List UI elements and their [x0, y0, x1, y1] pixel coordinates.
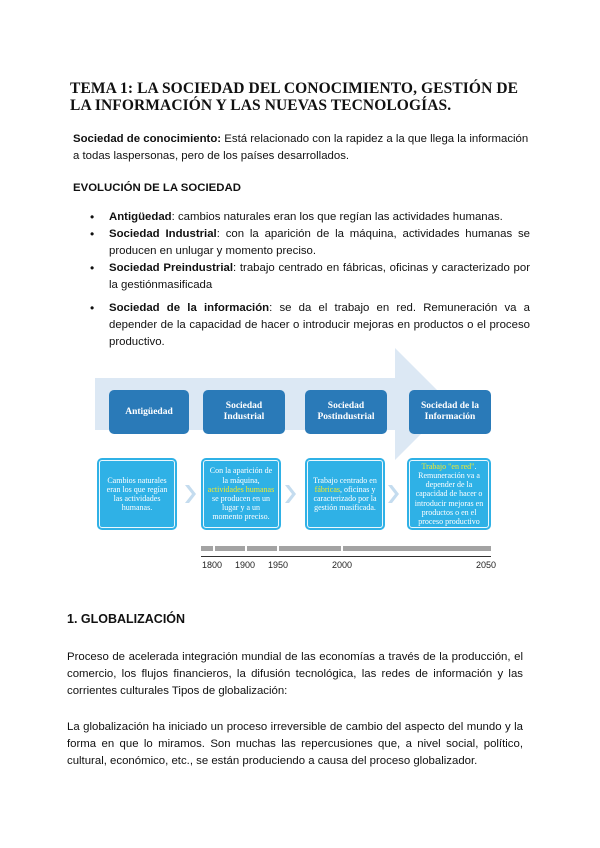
- bullet-text: : cambios naturales eran los que regían las actividades humanas.: [171, 211, 503, 223]
- timeline-segment: [279, 546, 341, 551]
- chevron-icon: [185, 485, 196, 503]
- timeline-axis: [201, 556, 491, 557]
- evolution-heading: EVOLUCIÓN DE LA SOCIEDAD: [73, 182, 241, 194]
- timeline-segment: [343, 546, 491, 551]
- stage-card-postindustrial: [305, 458, 385, 530]
- timeline-segment: [215, 546, 245, 551]
- chevron-icon: [388, 485, 399, 503]
- chevron-icon: [285, 485, 296, 503]
- bullet-term: Sociedad de la información: [109, 302, 270, 314]
- stage-header-antiguedad: Antigüedad: [109, 390, 189, 434]
- card-text: Trabajo centrado en fábricas, oficinas y caracterizado por la gestión masificada.: [313, 475, 377, 513]
- title-line-2: LA INFORMACIÓN Y LAS NUEVAS TECNOLOGÍAS.: [70, 97, 452, 114]
- timeline-label: 2000: [332, 560, 353, 570]
- bullet-term: Sociedad Industrial: [109, 228, 217, 240]
- card-text: Cambios naturales eran los que regían las actividades humanas.: [106, 475, 168, 513]
- timeline-segment: [201, 546, 213, 551]
- timeline-label: 2050: [476, 560, 497, 570]
- list-item: [90, 209, 530, 226]
- list-item: [90, 226, 530, 260]
- card-text: Con la aparición de la máquina, actividades humanas se producen en un lugar y a un momento preciso.: [207, 466, 275, 522]
- bullet-icon: •: [90, 301, 95, 315]
- section-heading-globalizacion: 1. GLOBALIZACIÓN: [67, 612, 186, 626]
- stage-header-postindustrial: Sociedad Postindustrial: [305, 390, 387, 434]
- timeline-label: 1800: [202, 560, 223, 570]
- document-title: [70, 80, 518, 114]
- bullet-icon: •: [90, 210, 95, 224]
- definition-term: Sociedad de conocimiento:: [73, 133, 222, 145]
- society-evolution-diagram: [95, 348, 505, 578]
- bullet-term: Sociedad Preindustrial: [109, 262, 233, 274]
- bullet-icon: •: [90, 261, 95, 275]
- globalizacion-paragraph-1: Proceso de acelerada integración mundial de las economías a través de la producción, el comercio, los flujos financieros, la difusión tecnológica, las redes de información y las corrientes culturales Tipos de globalización:: [67, 651, 523, 697]
- bullet-term: Antigüedad: [109, 211, 172, 223]
- list-item: [90, 300, 530, 351]
- definition-text: Está relacionado con la rapidez a la que llega la información a todas laspersonas, pero de los países desarrollados.: [73, 133, 529, 162]
- title-line-1: TEMA 1: LA SOCIEDAD DEL CONOCIMIENTO, GESTIÓN DE: [70, 80, 519, 97]
- stage-header-informacion: Sociedad de la Información: [409, 390, 491, 434]
- bullet-text: : trabajo centrado en fábricas, oficinas y caracterizado por la gestiónmasificada: [109, 262, 530, 291]
- evolution-list: [90, 209, 530, 351]
- stage-card-antiguedad: [97, 458, 177, 530]
- definition-paragraph: [73, 131, 533, 165]
- timeline-segment: [247, 546, 277, 551]
- stage-card-informacion: [407, 458, 491, 530]
- bullet-icon: •: [90, 227, 95, 241]
- bullet-text: : se da el trabajo en red. Remuneración va a depender de la capacidad de hacer o introducir mejoras en productos o el proceso productivo.: [109, 302, 530, 348]
- list-item: [90, 260, 530, 294]
- timeline-label: 1950: [268, 560, 289, 570]
- bullet-text: : con la aparición de la máquina, actividades humanas se producen en unlugar y momento preciso.: [109, 228, 530, 257]
- globalizacion-paragraph-2: La globalización ha iniciado un proceso irreversible de cambio del aspecto del mundo y la forma en que lo miramos. Son muchas las repercusiones que, a nivel social, político, cultural, económico, etc., se están produciendo a causa del proceso globalizador.: [67, 721, 523, 767]
- timeline-label: 1900: [235, 560, 256, 570]
- card-text: Trabajo "en red". Remuneración va a depender de la capacidad de hacer o introducir mejoras en productos o en el proceso productivo: [414, 461, 484, 527]
- stage-card-industrial: [201, 458, 281, 530]
- stage-header-industrial: Sociedad Industrial: [203, 390, 285, 434]
